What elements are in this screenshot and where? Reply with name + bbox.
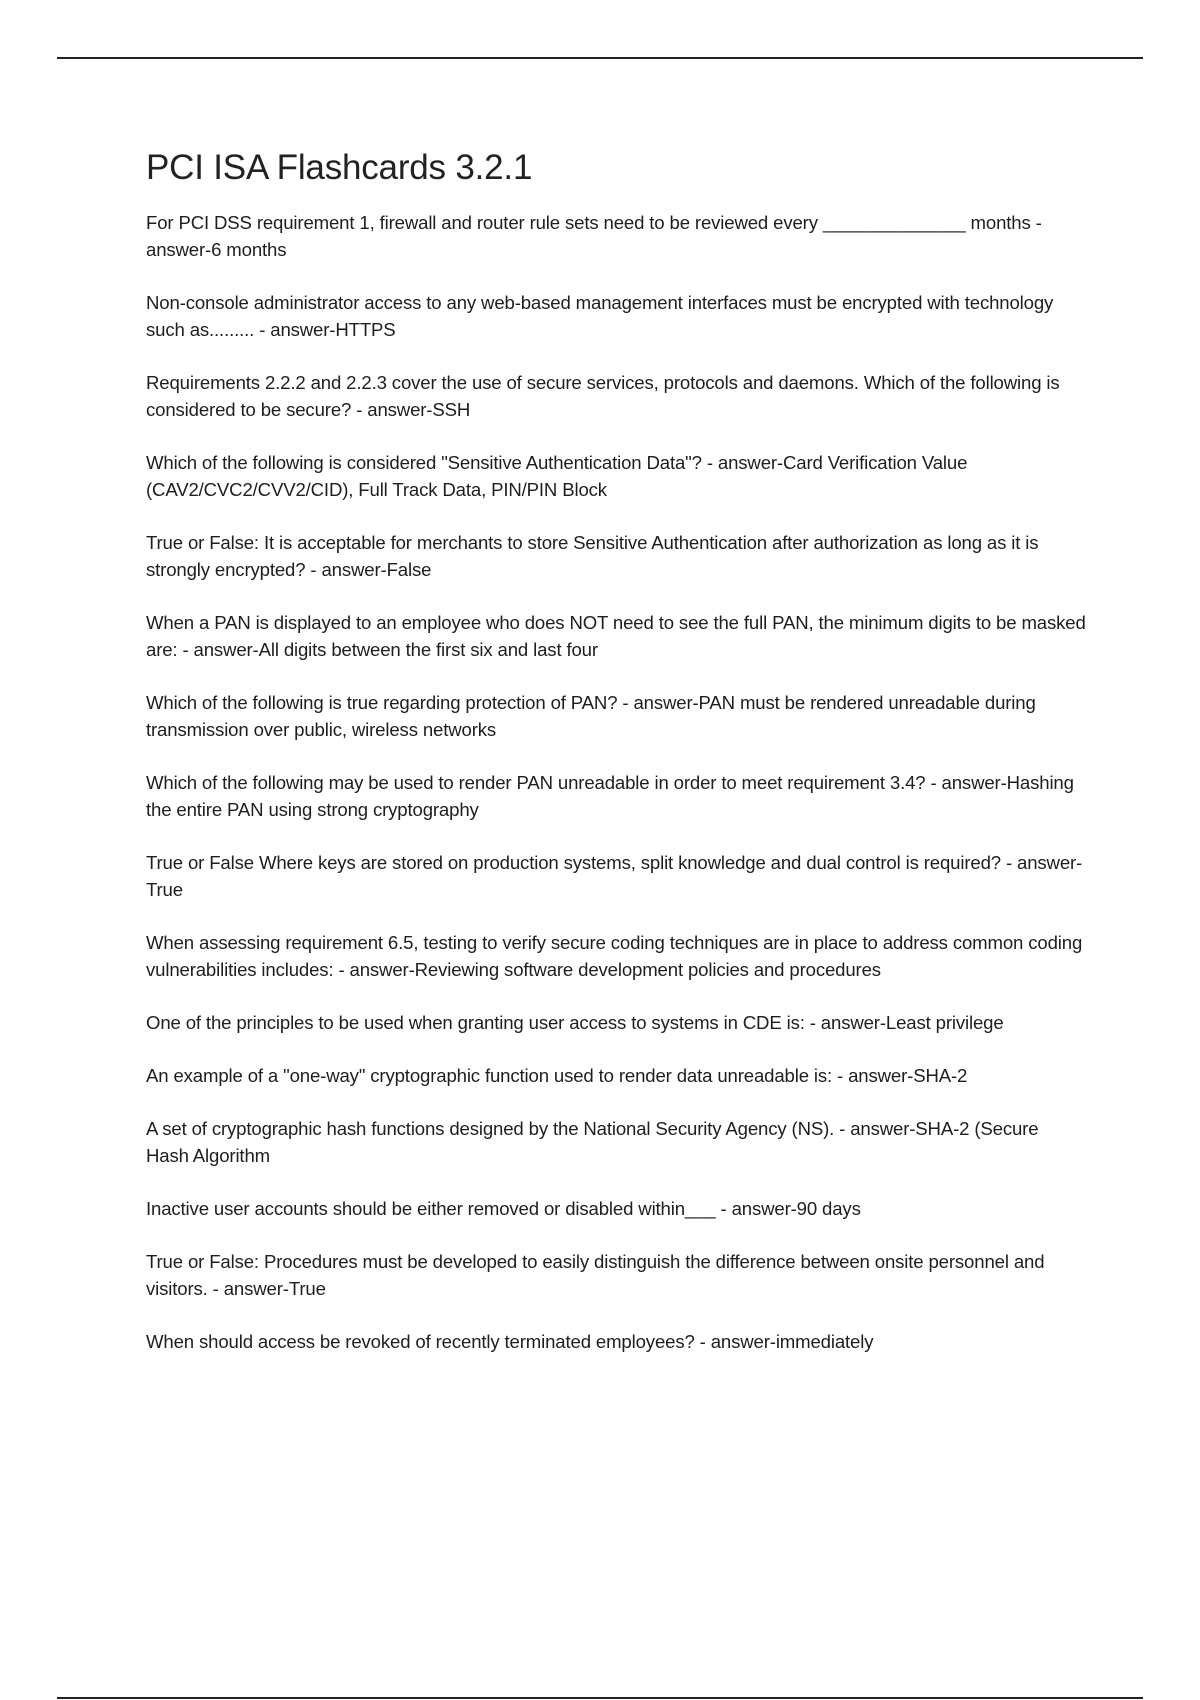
flashcard: True or False: It is acceptable for merchants to store Sensitive Authentication after authorization as long as it is strongly encrypted? - answer-False [146, 531, 1039, 580]
flashcard: Inactive user accounts should be either removed or disabled within___ - answer-90 days [146, 1197, 861, 1219]
flashcard: Non-console administrator access to any web-based management interfaces must be encrypted with technology such as......... - answer-HTTPS [146, 291, 1054, 340]
flashcard: An example of a "one-way" cryptographic function used to render data unreadable is: - answer-SHA-2 [146, 1064, 968, 1086]
header-rule [57, 57, 1143, 59]
flashcard: When a PAN is displayed to an employee who does NOT need to see the full PAN, the minimum digits to be masked are: - answer-All digits between the first six and last four [146, 611, 1086, 660]
flashcard: Requirements 2.2.2 and 2.2.3 cover the use of secure services, protocols and daemons. Which of the following is considered to be secure? - answer-SSH [146, 371, 1060, 420]
document-body [146, 145, 1086, 1381]
flashcard: Which of the following may be used to render PAN unreadable in order to meet requirement 3.4? - answer-Hashing the entire PAN using strong cryptography [146, 771, 1074, 820]
flashcard: When should access be revoked of recently terminated employees? - answer-immediately [146, 1330, 874, 1352]
flashcard: A set of cryptographic hash functions designed by the National Security Agency (NS). - answer-SHA-2 (Secure Hash Algorithm [146, 1117, 1039, 1166]
flashcard: When assessing requirement 6.5, testing to verify secure coding techniques are in place to address common coding vulnerabilities includes: - answer-Reviewing software development policies and procedures [146, 931, 1083, 980]
flashcard: True or False: Procedures must be developed to easily distinguish the difference between onsite personnel and visitors. - answer-True [146, 1250, 1045, 1299]
footer-rule [57, 1697, 1143, 1699]
flashcard: Which of the following is considered "Sensitive Authentication Data"? - answer-Card Verification Value (CAV2/CVC2/CVV2/CID), Full Track Data, PIN/PIN Block [146, 451, 968, 500]
flashcard: For PCI DSS requirement 1, firewall and router rule sets need to be reviewed every ______________ months - answer-6 months [146, 211, 1042, 260]
flashcard: True or False Where keys are stored on production systems, split knowledge and dual control is required? - answer-True [146, 851, 1083, 900]
document-title: PCI ISA Flashcards 3.2.1 [146, 148, 533, 187]
flashcard: One of the principles to be used when granting user access to systems in CDE is: - answer-Least privilege [146, 1011, 1004, 1033]
flashcard: Which of the following is true regarding protection of PAN? - answer-PAN must be rendered unreadable during transmission over public, wireless networks [146, 691, 1036, 740]
